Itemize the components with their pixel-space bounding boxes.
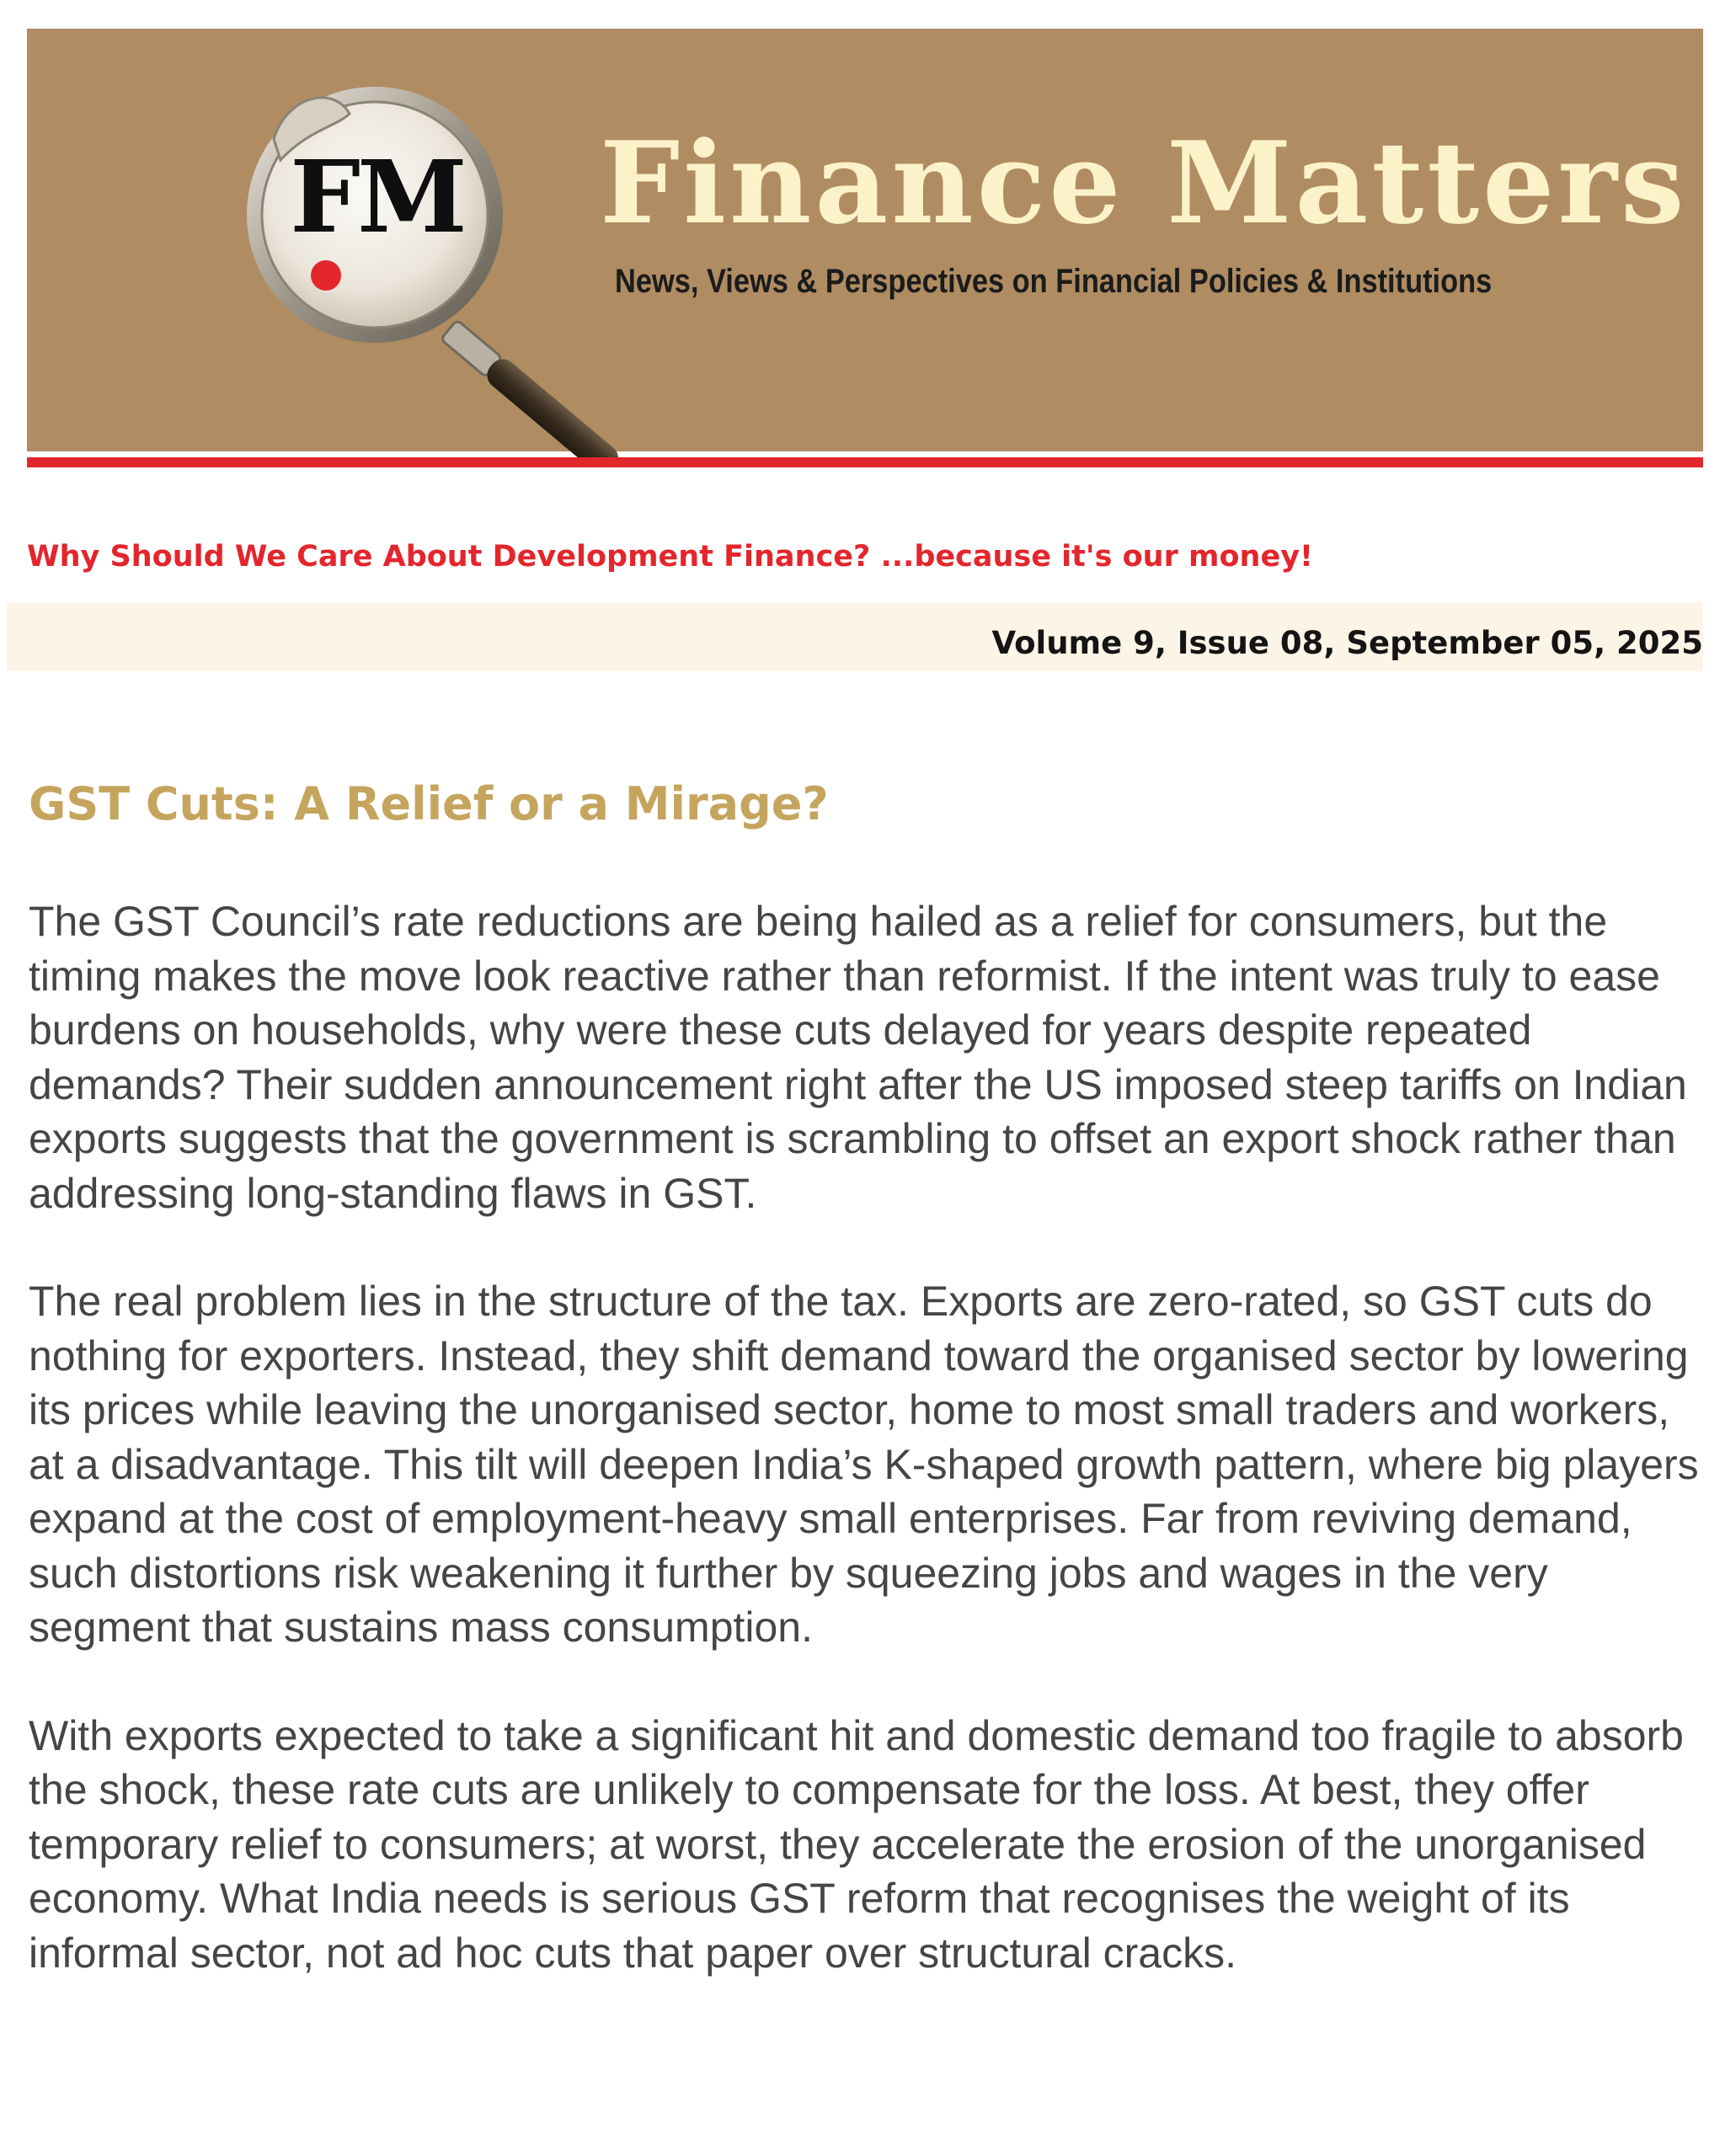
article-body	[29, 894, 1701, 2034]
article-title: GST Cuts: A Relief or a Mirage?	[29, 777, 829, 830]
brand-tagline: News, Views & Perspectives on Financial Policies & Institutions	[615, 263, 1493, 300]
article-paragraph: The GST Council’s rate reductions are being hailed as a relief for consumers, but the timing makes the move look reactive rather than reformist. If the intent was truly to ease burdens on households, why were these cuts delayed for years despite repeated demands? Their sudden announcement right after the US imposed steep tariffs on Indian exports suggests that the government is scrambling to offset an export shock rather than addressing long-standing flaws in GST.	[29, 898, 1687, 1217]
masthead-divider	[27, 457, 1703, 467]
newsletter-motto: Why Should We Care About Development Finance? ...because it's our money!	[27, 540, 1313, 574]
brand-title: Finance Matters	[600, 116, 1688, 249]
logo-letters: FM	[290, 138, 464, 255]
article-paragraph: With exports expected to take a significant hit and domestic demand too fragile to absorb the shock, these rate cuts are unlikely to compensate for the loss. At best, they offer temporary relief to consumers; at worst, they accelerate the erosion of the unorganised economy. What India needs is serious GST reform that recognises the weight of its informal sector, not ad hoc cuts that paper over structural cracks.	[29, 1711, 1684, 1977]
article-paragraph: The real problem lies in the structure of the tax. Exports are zero-rated, so GST cuts do nothing for exporters. Instead, they shift demand toward the organised sector by lowering its prices while leaving the unorganised sector, home to most small traders and workers, at a disadvantage. This tilt will deepen India’s K-shaped growth pattern, where big players expand at the cost of employment-heavy small enterprises. Far from reviving demand, such distortions risk weakening it further by squeezing jobs and wages in the very segment that sustains mass consumption.	[29, 1278, 1699, 1651]
issue-info: Volume 9, Issue 08, September 05, 2025	[991, 625, 1703, 661]
